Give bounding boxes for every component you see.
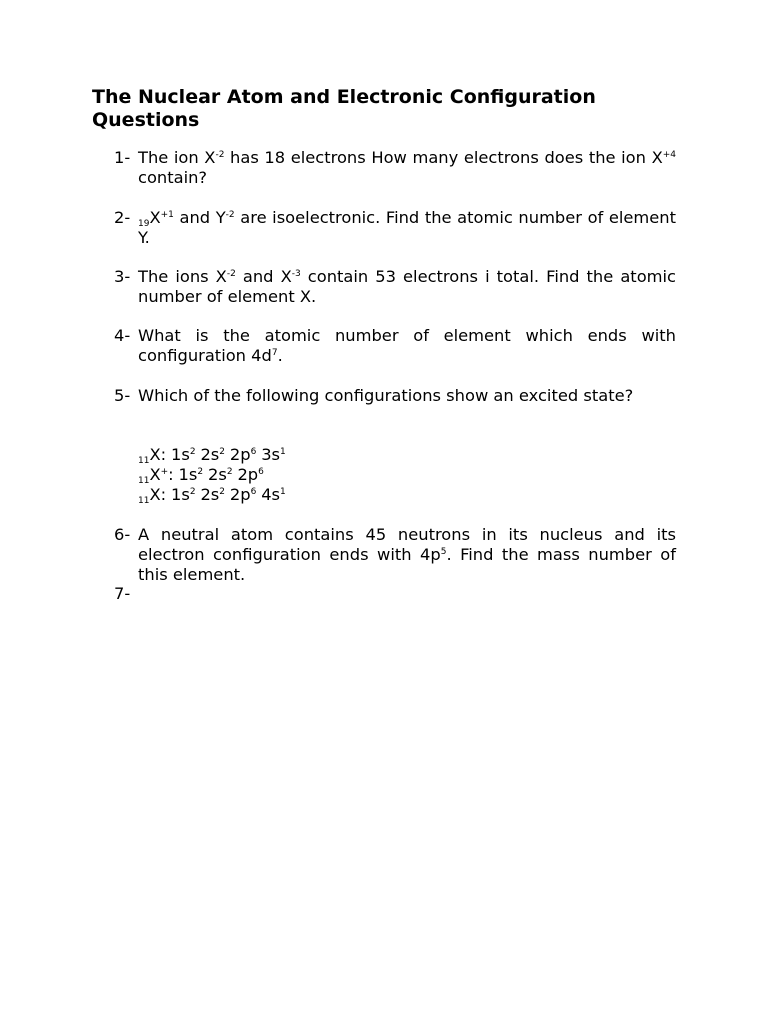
question-number: 1- [114, 148, 131, 167]
question-text: A neutral atom contains 45 neutrons in its nucleus and its electron configuration ends with $4p^5$. Find the mass number of this element. [138, 525, 676, 584]
question-2 [114, 208, 676, 248]
question-4 [114, 326, 676, 366]
question-text: The ions $X^{-2}$ and $X^{-3}$ contain 53 electrons i total. Find the atomic number of element X. [138, 267, 676, 306]
configuration-line-2: $_{11}$X+: $1s^2$ $2s^2$ $2p^6$ [138, 465, 264, 486]
question-number: 4- [114, 326, 131, 345]
question-1 [114, 148, 676, 188]
question-number: 5- [114, 386, 131, 405]
question-3 [114, 267, 676, 307]
configuration-line-3: $_{11}$X: $1s^2$ $2s^2$ $2p^6$ $4s^1$ [138, 485, 286, 506]
question-number: 2- [114, 208, 131, 227]
question-text: The ion $X^{-2}$ has 18 electrons How many electrons does the ion $X^{+4}$ contain? [138, 148, 677, 187]
question-6 [114, 525, 676, 585]
question-number: 7- [114, 584, 131, 603]
configuration-line-1: $_{11}$X: $1s^2$ $2s^2$ $2p^6$ $3s^1$ [138, 445, 286, 466]
question-5 [114, 386, 676, 406]
question-number: 3- [114, 267, 131, 286]
question-number: 6- [114, 525, 131, 544]
question-text: What is the atomic number of element which ends with configuration $4d^7$. [138, 326, 676, 365]
question-text: $_{19}X^{+1}$ and $Y^{-2}$ are isoelectronic. Find the atomic number of element Y. [138, 208, 676, 247]
page-title: The Nuclear Atom and Electronic Configuration Questions [92, 86, 596, 131]
question-text: Which of the following configurations show an excited state? [138, 386, 634, 405]
